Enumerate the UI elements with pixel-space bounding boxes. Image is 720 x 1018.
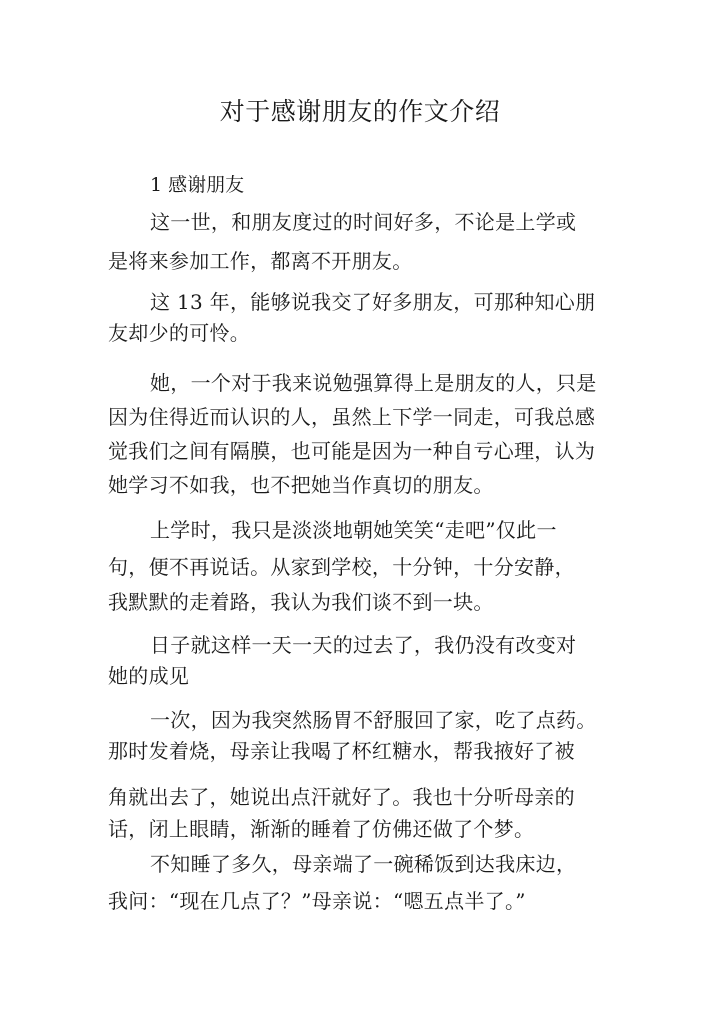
text-line: 日子就这样一天一天的过去了，我仍没有改变对: [150, 633, 577, 657]
text-line: 角就出去了，她说出点汗就好了。我也十分听母亲的: [108, 785, 575, 809]
text-line: 是将来参加工作，都离不开朋友。: [108, 249, 413, 273]
text-line: 话，闭上眼睛，渐渐的睡着了仿佛还做了个梦。: [108, 817, 535, 841]
text-line: 我默默的走着路，我认为我们谈不到一块。: [108, 590, 494, 614]
text-line: 友却少的可怜。: [108, 321, 251, 345]
text-line: 那时发着烧，母亲让我喝了杯红糖水，帮我掖好了被: [108, 739, 575, 763]
text-line: 她的成见: [108, 664, 190, 688]
text-line: 这 13 年，能够说我交了好多朋友，可那种知心朋: [150, 290, 596, 314]
text-line: 不知睡了多久，母亲端了一碗稀饭到达我床边，: [150, 852, 577, 876]
text-line: 上学时，我只是淡淡地朝她笑笑“走吧”仅此一: [150, 518, 557, 542]
text-line: 这一世，和朋友度过的时间好多，不论是上学或: [150, 210, 577, 234]
document-title: 对于感谢朋友的作文介绍: [219, 97, 501, 126]
text-line: 她，一个对于我来说勉强算得上是朋友的人，只是: [150, 371, 597, 395]
text-line: 一次，因为我突然肠胃不舒服回了家，吃了点药。: [150, 708, 597, 732]
text-line: 我问：“现在几点了？”母亲说：“嗯五点半了。”: [108, 889, 526, 913]
text-line: 句，便不再说话。从家到学校，十分钟，十分安静，: [108, 555, 575, 579]
text-line: 她学习不如我，也不把她当作真切的朋友。: [108, 473, 494, 497]
text-line: 觉我们之间有隔膜，也可能是因为一种自亏心理，认为: [108, 439, 596, 463]
text-line: 因为住得近而认识的人，虽然上下学一同走，可我总感: [108, 405, 596, 429]
section-heading: 1 感谢朋友: [150, 174, 245, 196]
